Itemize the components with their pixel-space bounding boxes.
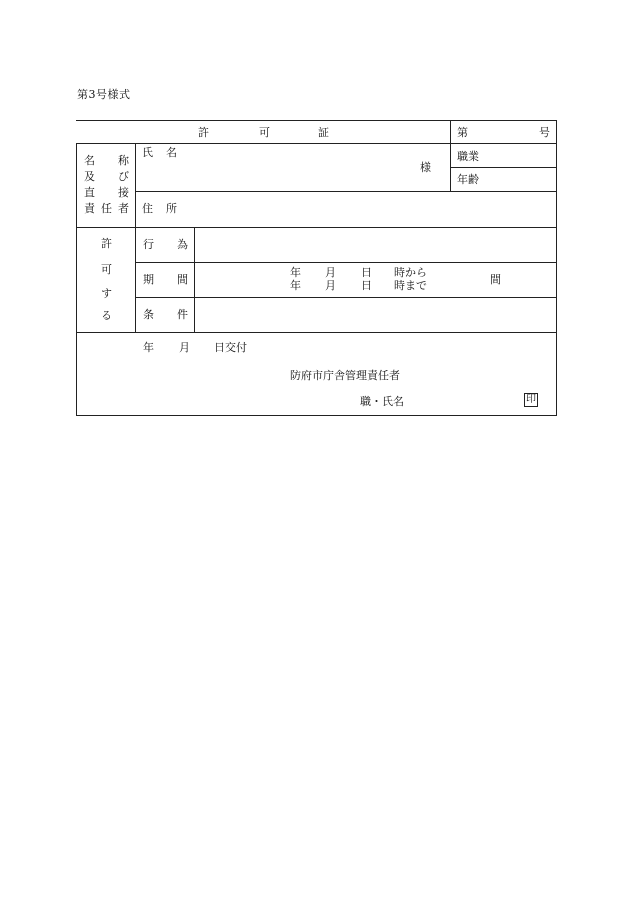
permission-label-char-2: 可 <box>101 263 112 276</box>
applicant-section-bottom <box>76 227 557 228</box>
occupation-row-bottom <box>450 167 557 168</box>
action-label-char-1: 行 <box>143 238 154 251</box>
applicant-label-4a: 責 <box>84 202 95 215</box>
address-label-char-1: 住 <box>142 202 153 215</box>
period-from-day: 日 <box>361 266 372 279</box>
address-label-char-2: 所 <box>166 202 177 215</box>
applicant-label-1a: 名 <box>84 154 95 167</box>
conditions-label-char-2: 件 <box>177 308 188 321</box>
applicant-label-2b: び <box>118 170 129 183</box>
applicant-label-4c: 者 <box>118 202 129 215</box>
border-bottom <box>76 415 557 416</box>
border-right <box>556 120 557 416</box>
action-row-bottom <box>135 262 557 263</box>
border-left <box>76 143 77 416</box>
applicant-label-4b: 任 <box>101 202 112 215</box>
applicant-label-2a: 及 <box>84 170 95 183</box>
permit-form <box>76 120 557 416</box>
period-to-year: 年 <box>290 279 301 292</box>
permission-label-char-1: 許 <box>101 237 112 250</box>
period-duration-suffix: 間 <box>490 273 501 286</box>
seal-mark: 印 <box>526 394 536 405</box>
occupation-label: 職業 <box>457 150 479 163</box>
title-char-2: 可 <box>259 126 270 139</box>
applicant-label-1b: 称 <box>118 154 129 167</box>
sublabel-column-divider <box>194 227 195 333</box>
period-from-time: 時から <box>394 266 427 279</box>
period-label-char-2: 間 <box>177 273 188 286</box>
title-char-1: 許 <box>198 126 209 139</box>
issue-day: 日交付 <box>214 341 247 354</box>
age-label: 年齢 <box>457 173 479 186</box>
manager-title: 防府市庁舎管理責任者 <box>290 369 400 382</box>
number-go: 号 <box>539 126 550 139</box>
form-number: 第3号様式 <box>77 88 131 101</box>
title-row-bottom <box>76 143 557 144</box>
period-from-year: 年 <box>290 266 301 279</box>
conditions-label-char-1: 条 <box>143 308 154 321</box>
applicant-label-3b: 接 <box>118 186 129 199</box>
number-box-divider <box>450 120 451 192</box>
sama-honorific: 様 <box>420 161 431 174</box>
applicant-label-3a: 直 <box>84 186 95 199</box>
title-name-label: 職・氏名 <box>360 395 404 408</box>
number-dai: 第 <box>457 126 468 139</box>
period-from-month: 月 <box>325 266 336 279</box>
permission-label-char-3: す <box>101 287 112 300</box>
label-column-divider <box>135 143 136 333</box>
period-to-day: 日 <box>361 279 372 292</box>
period-to-time: 時まで <box>394 279 427 292</box>
period-to-month: 月 <box>325 279 336 292</box>
name-label-char-2: 名 <box>166 146 177 159</box>
period-label-char-1: 期 <box>143 273 154 286</box>
border-top <box>76 120 557 121</box>
issue-year: 年 <box>143 341 154 354</box>
issue-month: 月 <box>179 341 190 354</box>
permission-label-char-4: る <box>101 309 112 322</box>
name-row-bottom <box>135 191 557 192</box>
permission-section-bottom <box>76 332 557 333</box>
period-row-bottom <box>135 297 557 298</box>
title-char-3: 証 <box>318 126 329 139</box>
name-label-char-1: 氏 <box>142 146 153 159</box>
action-label-char-2: 為 <box>177 238 188 251</box>
